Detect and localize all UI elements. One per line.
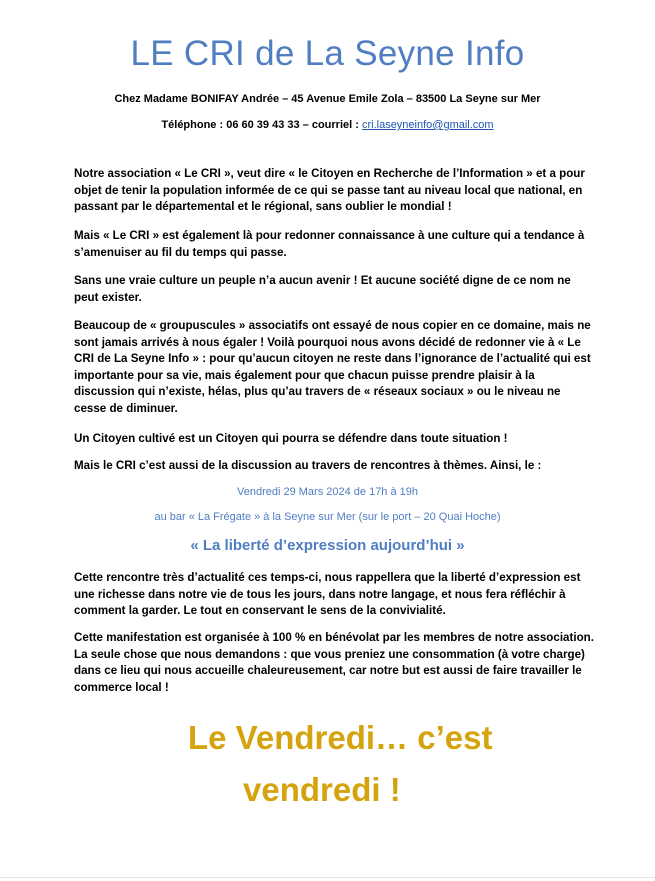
paragraph-future: Sans une vraie culture un peuple n’a aucun avenir ! Et aucune société digne de ce nom ne peut exister. [74, 274, 571, 304]
email-link[interactable]: cri.laseyneinfo@gmail.com [361, 119, 494, 131]
paragraph-citizen: Un Citoyen cultivé est un Citoyen qui pourra se défendre dans toute situation ! [74, 432, 508, 445]
paragraph-rencontre: Cette rencontre très d’actualité ces temps-ci, nous rappellera que la liberté d’expression est une richesse dans notre vie de tous les jours, dans notre langage, et nous fera réfléchir à comment la garder. Le tout en conservant le sens de la convivialité. [74, 571, 581, 617]
address-line: Chez Madame BONIFAY Andrée – 45 Avenue Emile Zola – 83500 La Seyne sur Mer [114, 93, 541, 105]
paragraph-groupuscules: Beaucoup de « groupuscules » associatifs ont essayé de nous copier en ce domaine, mais ne sont jamais arrivés à nous égaler ! Voilà pourquoi nous avons décidé de redonner vie à « Le CRI de La Seyne Info » : pour qu’aucun citoyen ne reste dans l’ignorance de l’actualité qui est importante pour sa vie, mais également pour que chacun puisse prendre plaisir à la discussion qui n’existe, hélas, plus qu’au travers de « réseaux sociaux » ou le niveau ne cesse de diminuer. [74, 319, 591, 415]
paragraph-benevolat: Cette manifestation est organisée à 100 % en bénévolat par les membres de notre association. La seule chose que nous demandons : que vous preniez une consommation (à votre charge) dans ce lieu qui nous accueille chaleureusement, car notre but est aussi de faire travailler le commerce local ! [74, 631, 594, 694]
paragraph-culture: Mais « Le CRI » est également là pour redonner connaissance à une culture qui a tendance à s’amenuiser au fil du temps qui passe. [74, 229, 585, 259]
event-date: Vendredi 29 Mars 2024 de 17h à 19h [236, 486, 419, 498]
event-place: au bar « La Frégate » à la Seyne sur Mer (sur le port – 20 Quai Hoche) [154, 511, 501, 523]
paragraph-meetings: Mais le CRI c’est aussi de la discussion au travers de rencontres à thèmes. Ainsi, le : [74, 459, 542, 472]
slogan-line-2: vendredi ! [243, 771, 401, 808]
paragraph-intro: Notre association « Le CRI », veut dire « le Citoyen en Recherche de l’Information » et a pour objet de tenir la population informée de ce qui se passe tant au niveau local que national, en passant par le départemental et le régional, sans oublier le mondial ! [74, 167, 585, 213]
slogan-line-1: Le Vendredi… c’est [188, 719, 493, 756]
document-title: LE CRI de La Seyne Info [130, 34, 525, 73]
page-bottom-divider [0, 877, 655, 878]
contact-line [0, 118, 655, 132]
phone-text: Téléphone : 06 60 39 43 33 – courriel : [161, 119, 362, 131]
event-theme: « La liberté d’expression aujourd’hui » [190, 537, 465, 554]
